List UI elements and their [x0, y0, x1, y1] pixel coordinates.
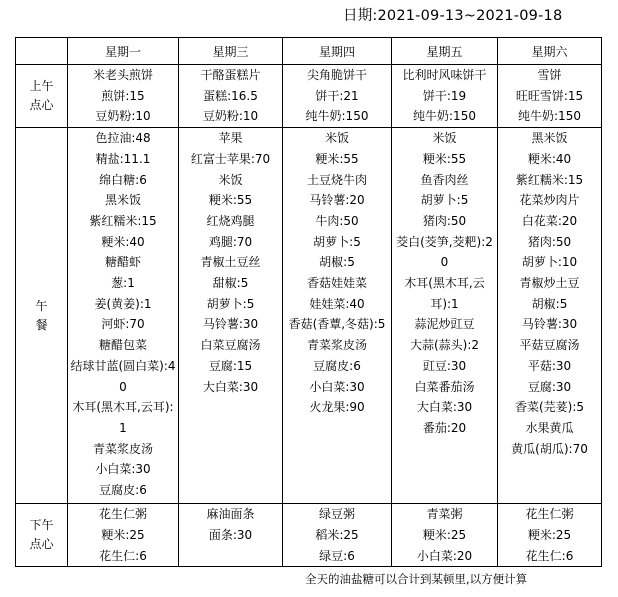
menu-item: 香菜(芫荽):5	[514, 400, 585, 415]
menu-item: 木耳(黑木耳,云耳):1	[404, 276, 485, 311]
menu-item: 牛肉:50	[315, 213, 359, 228]
menu-item: 鸡腿:70	[208, 234, 253, 249]
meal-label-line: 下午	[29, 518, 54, 533]
meal-label	[16, 65, 68, 128]
menu-item: 麻油面条	[206, 507, 255, 522]
menu-item: 香菇(香蕈,冬菇):5	[288, 317, 386, 332]
menu-item: 胡萝卜:5	[313, 234, 361, 249]
menu-cell	[68, 128, 179, 504]
menu-cell	[179, 65, 283, 128]
meal-label-line: 餐	[35, 317, 48, 332]
menu-item: 木耳(黑木耳,云耳):1	[72, 400, 174, 435]
menu-item: 绿豆粥	[318, 507, 355, 522]
menu-item: 河虾:70	[101, 317, 145, 332]
menu-item: 大白菜:30	[202, 379, 259, 394]
menu-item: 米饭	[432, 131, 457, 146]
meal-row-lunch	[16, 128, 602, 504]
menu-item: 蒜泥炒豇豆	[414, 317, 475, 332]
menu-item: 粳米:55	[208, 193, 253, 208]
menu-item: 黄瓜(胡瓜):70	[511, 441, 588, 456]
menu-item: 胡椒:5	[319, 255, 355, 270]
footnote: 全天的油盐糖可以合计到某顿里,以方便计算	[305, 572, 528, 586]
meal-label	[16, 128, 68, 504]
menu-item: 粳米:40	[101, 234, 145, 249]
menu-item: 马铃薯:30	[521, 317, 578, 332]
day-header: 星期四	[283, 38, 392, 65]
menu-item: 黑米饭	[104, 193, 141, 208]
menu-item: 马铃薯:20	[309, 193, 365, 208]
menu-item: 花生仁:6	[99, 548, 147, 563]
menu-cell	[392, 504, 498, 567]
menu-item: 红富士苹果:70	[190, 151, 271, 166]
menu-cell	[392, 65, 498, 128]
menu-item: 纯牛奶:150	[305, 109, 369, 124]
menu-item: 土豆烧牛肉	[306, 172, 367, 187]
menu-item: 粳米:55	[315, 151, 359, 166]
menu-cell	[283, 65, 392, 128]
day-header: 星期五	[392, 38, 498, 65]
menu-item: 小白菜:30	[95, 462, 151, 477]
meal-label	[16, 504, 68, 567]
menu-cell	[283, 128, 392, 504]
menu-item: 糖醋包菜	[98, 338, 147, 353]
menu-item: 平菇:30	[527, 358, 572, 373]
menu-item: 蛋糕:16.5	[203, 88, 258, 103]
menu-item: 鱼香肉丝	[420, 172, 469, 187]
menu-item: 粳米:55	[422, 151, 467, 166]
menu-item: 纯牛奶:150	[413, 109, 476, 124]
menu-cell	[498, 128, 602, 504]
menu-item: 猪肉:50	[527, 234, 572, 249]
meal-label-line: 点心	[29, 537, 54, 552]
menu-cell	[283, 504, 392, 567]
menu-item: 胡椒:5	[531, 296, 568, 311]
menu-item: 粳米:40	[527, 151, 572, 166]
menu-item: 豆奶粉:10	[95, 109, 151, 124]
menu-item: 花生仁粥	[98, 507, 147, 522]
meal-label-line: 午	[35, 298, 48, 313]
menu-item: 苹果	[218, 131, 243, 146]
menu-item: 火龙果:90	[309, 400, 365, 415]
meal-row-afternoon-snack	[16, 504, 602, 567]
menu-item: 雪饼	[537, 68, 562, 82]
menu-item: 旺旺雪饼:15	[515, 88, 584, 103]
menu-item: 姜(黄姜):1	[94, 296, 152, 311]
menu-item: 精盐:11.1	[95, 151, 151, 166]
menu-item: 白菜番茄汤	[414, 379, 475, 394]
menu-item: 结球甘蓝(圆白菜):40	[70, 358, 176, 394]
menu-item: 番茄:20	[422, 420, 467, 435]
menu-item: 面条:30	[208, 527, 253, 542]
menu-item: 米饭	[218, 172, 243, 187]
menu-item: 粳米:25	[422, 527, 467, 542]
menu-item: 豆腐:15	[208, 358, 253, 373]
menu-item: 糖醋虾	[104, 255, 141, 270]
menu-item: 红烧鸡腿	[206, 213, 255, 228]
day-header: 星期六	[498, 38, 602, 65]
menu-item: 青菜粥	[426, 507, 463, 522]
day-header: 星期三	[179, 38, 283, 65]
menu-item: 胡萝卜:5	[206, 296, 255, 311]
menu-item: 紫红糯米:15	[515, 172, 584, 187]
menu-item: 纯牛奶:150	[518, 109, 581, 124]
menu-cell	[68, 504, 179, 567]
menu-item: 尖角脆饼干	[306, 68, 367, 82]
menu-item: 稻米:25	[315, 527, 359, 542]
menu-item: 绵白糖:6	[99, 172, 147, 187]
menu-item: 大蒜(蒜头):2	[409, 338, 480, 353]
menu-cell	[498, 504, 602, 567]
weekly-menu-table	[15, 37, 602, 567]
menu-item: 青菜浆皮汤	[92, 441, 153, 456]
menu-item: 豆腐皮:6	[99, 483, 147, 498]
menu-cell	[498, 65, 602, 128]
menu-item: 娃娃菜:40	[309, 296, 365, 311]
menu-item: 紫红糯米:15	[89, 213, 157, 228]
meal-label-line: 上午	[29, 79, 54, 94]
menu-item: 饼干:21	[315, 88, 359, 103]
menu-item: 豇豆:30	[422, 358, 467, 373]
menu-item: 豆腐:30	[527, 379, 572, 394]
menu-cell	[68, 65, 179, 128]
meal-label-line: 点心	[29, 98, 54, 113]
header-row	[16, 38, 602, 65]
menu-item: 花生仁:6	[525, 548, 574, 563]
menu-item: 小白菜:20	[416, 548, 473, 563]
menu-item: 饼干:19	[422, 88, 467, 103]
menu-item: 豆腐皮:6	[313, 358, 361, 373]
menu-item: 茭白(茭笋,茭粑):20	[396, 234, 493, 270]
menu-item: 青菜浆皮汤	[306, 338, 367, 353]
menu-item: 干酪蛋糕片	[200, 68, 261, 82]
menu-item: 大白菜:30	[416, 400, 473, 415]
menu-cell	[179, 504, 283, 567]
menu-item: 粳米:25	[101, 527, 145, 542]
corner-cell	[16, 38, 68, 65]
menu-item: 香菇娃娃菜	[306, 276, 367, 291]
menu-item: 白花菜:20	[521, 213, 578, 228]
menu-item: 葱:1	[111, 276, 135, 291]
menu-item: 豆奶粉:10	[202, 109, 259, 124]
menu-item: 马铃薯:30	[202, 317, 259, 332]
menu-cell	[392, 128, 498, 504]
menu-item: 黑米饭	[531, 131, 568, 146]
date-range: 日期:2021-09-13~2021-09-18	[343, 8, 563, 24]
menu-cell	[179, 128, 283, 504]
menu-item: 米饭	[324, 131, 349, 146]
menu-item: 胡萝卜:10	[521, 255, 578, 270]
meal-row-morning-snack	[16, 65, 602, 128]
menu-item: 猪肉:50	[422, 213, 467, 228]
menu-item: 米老头煎饼	[92, 68, 153, 82]
menu-item: 花菜炒肉片	[519, 193, 580, 208]
menu-item: 甜椒:5	[212, 276, 249, 291]
menu-item: 绿豆:6	[319, 548, 355, 563]
menu-item: 平菇豆腐汤	[519, 338, 580, 353]
menu-item: 青椒土豆丝	[200, 255, 261, 270]
day-header: 星期一	[68, 38, 179, 65]
menu-item: 花生仁粥	[525, 507, 574, 522]
menu-item: 煎饼:15	[101, 88, 145, 103]
menu-item: 粳米:25	[527, 527, 572, 542]
menu-item: 比利时风味饼干	[402, 68, 487, 82]
menu-item: 白菜豆腐汤	[200, 338, 261, 353]
menu-item: 水果黄瓜	[525, 420, 574, 435]
menu-item: 色拉油:48	[95, 131, 151, 146]
menu-item: 胡萝卜:5	[420, 193, 469, 208]
menu-item: 小白菜:30	[309, 379, 365, 394]
menu-item: 青椒炒土豆	[519, 276, 580, 291]
